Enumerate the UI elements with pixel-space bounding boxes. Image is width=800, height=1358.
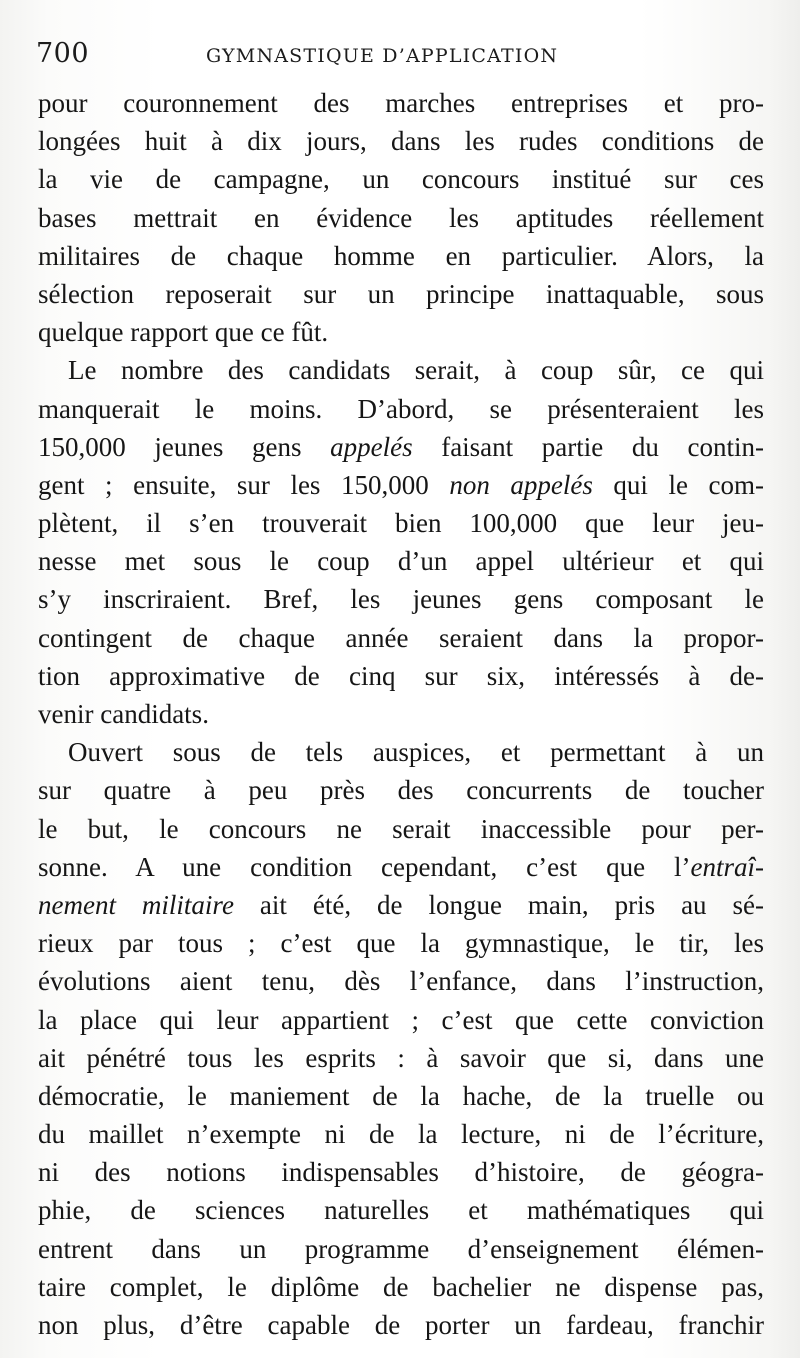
text-line: sur quatre à peu près des concurrents de toucher: [38, 775, 764, 806]
text-segment: qui le com-: [592, 469, 764, 500]
text-line: phie, de sciences naturelles et mathématiques qui: [38, 1195, 764, 1226]
page-header: [36, 38, 766, 78]
text-line: militaires de chaque homme en particulier. Alors, la: [38, 240, 764, 271]
text-line: entrent dans un programme d’enseignement élémen-: [38, 1233, 764, 1264]
italic-emphasis: non appelés: [449, 469, 593, 500]
text-line: venir candidats.: [38, 699, 209, 729]
text-line: tion approximative de cinq sur six, intéressés à de-: [38, 660, 764, 691]
text-line: Ouvert sous de tels auspices, et permettant à un: [68, 737, 764, 768]
text-line: le but, le concours ne serait inaccessible pour per-: [38, 813, 764, 844]
text-segment: faisant partie du contin-: [412, 431, 764, 462]
text-line: Le nombre des candidats serait, à coup sûr, ce qui: [68, 355, 764, 386]
running-head: GYMNASTIQUE D’APPLICATION: [206, 45, 559, 67]
text-line: quelque rapport que ce fût.: [38, 317, 329, 348]
italic-emphasis: appelés: [330, 431, 413, 462]
text-segment: gent ; ensuite, sur les 150,000: [38, 469, 450, 500]
text-line: la vie de campagne, un concours institué sur ces: [38, 164, 764, 195]
text-line: plètent, il s’en trouverait bien 100,000 que leur jeu-: [38, 508, 764, 539]
text-line: ait pénétré tous les esprits : à savoir que si, dans une: [38, 1042, 764, 1073]
text-line: nesse met sous le coup d’un appel ultérieur et qui: [38, 546, 764, 577]
italic-emphasis: nement militaire: [38, 889, 234, 920]
text-line: bases mettrait en évidence les aptitudes réellement: [38, 202, 764, 233]
text-segment: 150,000 jeunes gens: [38, 431, 331, 462]
text-line: manquerait le moins. D’abord, se présenteraient les: [38, 393, 764, 424]
text-line: taire complet, le diplôme de bachelier ne dispense pas,: [38, 1271, 764, 1302]
text-line: s’y inscriraient. Bref, les jeunes gens composant le: [38, 584, 764, 615]
text-line: longées huit à dix jours, dans les rudes conditions de: [38, 126, 764, 157]
italic-emphasis: entraî-: [690, 851, 764, 882]
text-line: la place qui leur appartient ; c’est que cette conviction: [38, 1004, 764, 1035]
text-line: démocratie, le maniement de la hache, de la truelle ou: [38, 1080, 764, 1111]
text-line: [38, 466, 764, 504]
text-line: ni des notions indispensables d’histoire, de géogra-: [38, 1157, 764, 1188]
body-text: [38, 84, 764, 1344]
text-line: rieux par tous ; c’est que la gymnastique, le tir, les: [38, 928, 764, 959]
text-segment: sonne. A une condition cependant, c’est que l’: [38, 851, 691, 882]
text-line: non plus, d’être capable de porter un fardeau, franchir: [38, 1310, 764, 1340]
text-line: pour couronnement des marches entreprises et pro-: [38, 88, 764, 118]
text-line: sélection reposerait sur un principe inattaquable, sous: [38, 278, 764, 309]
text-line: [38, 886, 764, 924]
text-line: [38, 428, 764, 466]
text-segment: ait été, de longue main, pris au sé-: [233, 889, 764, 920]
text-line: contingent de chaque année seraient dans la propor-: [38, 622, 764, 653]
text-line: [38, 848, 764, 886]
page-number: 700: [36, 38, 90, 69]
text-line: du maillet n’exempte ni de la lecture, ni de l’écriture,: [38, 1119, 764, 1150]
text-line: évolutions aient tenu, dès l’enfance, dans l’instruction,: [38, 966, 764, 997]
